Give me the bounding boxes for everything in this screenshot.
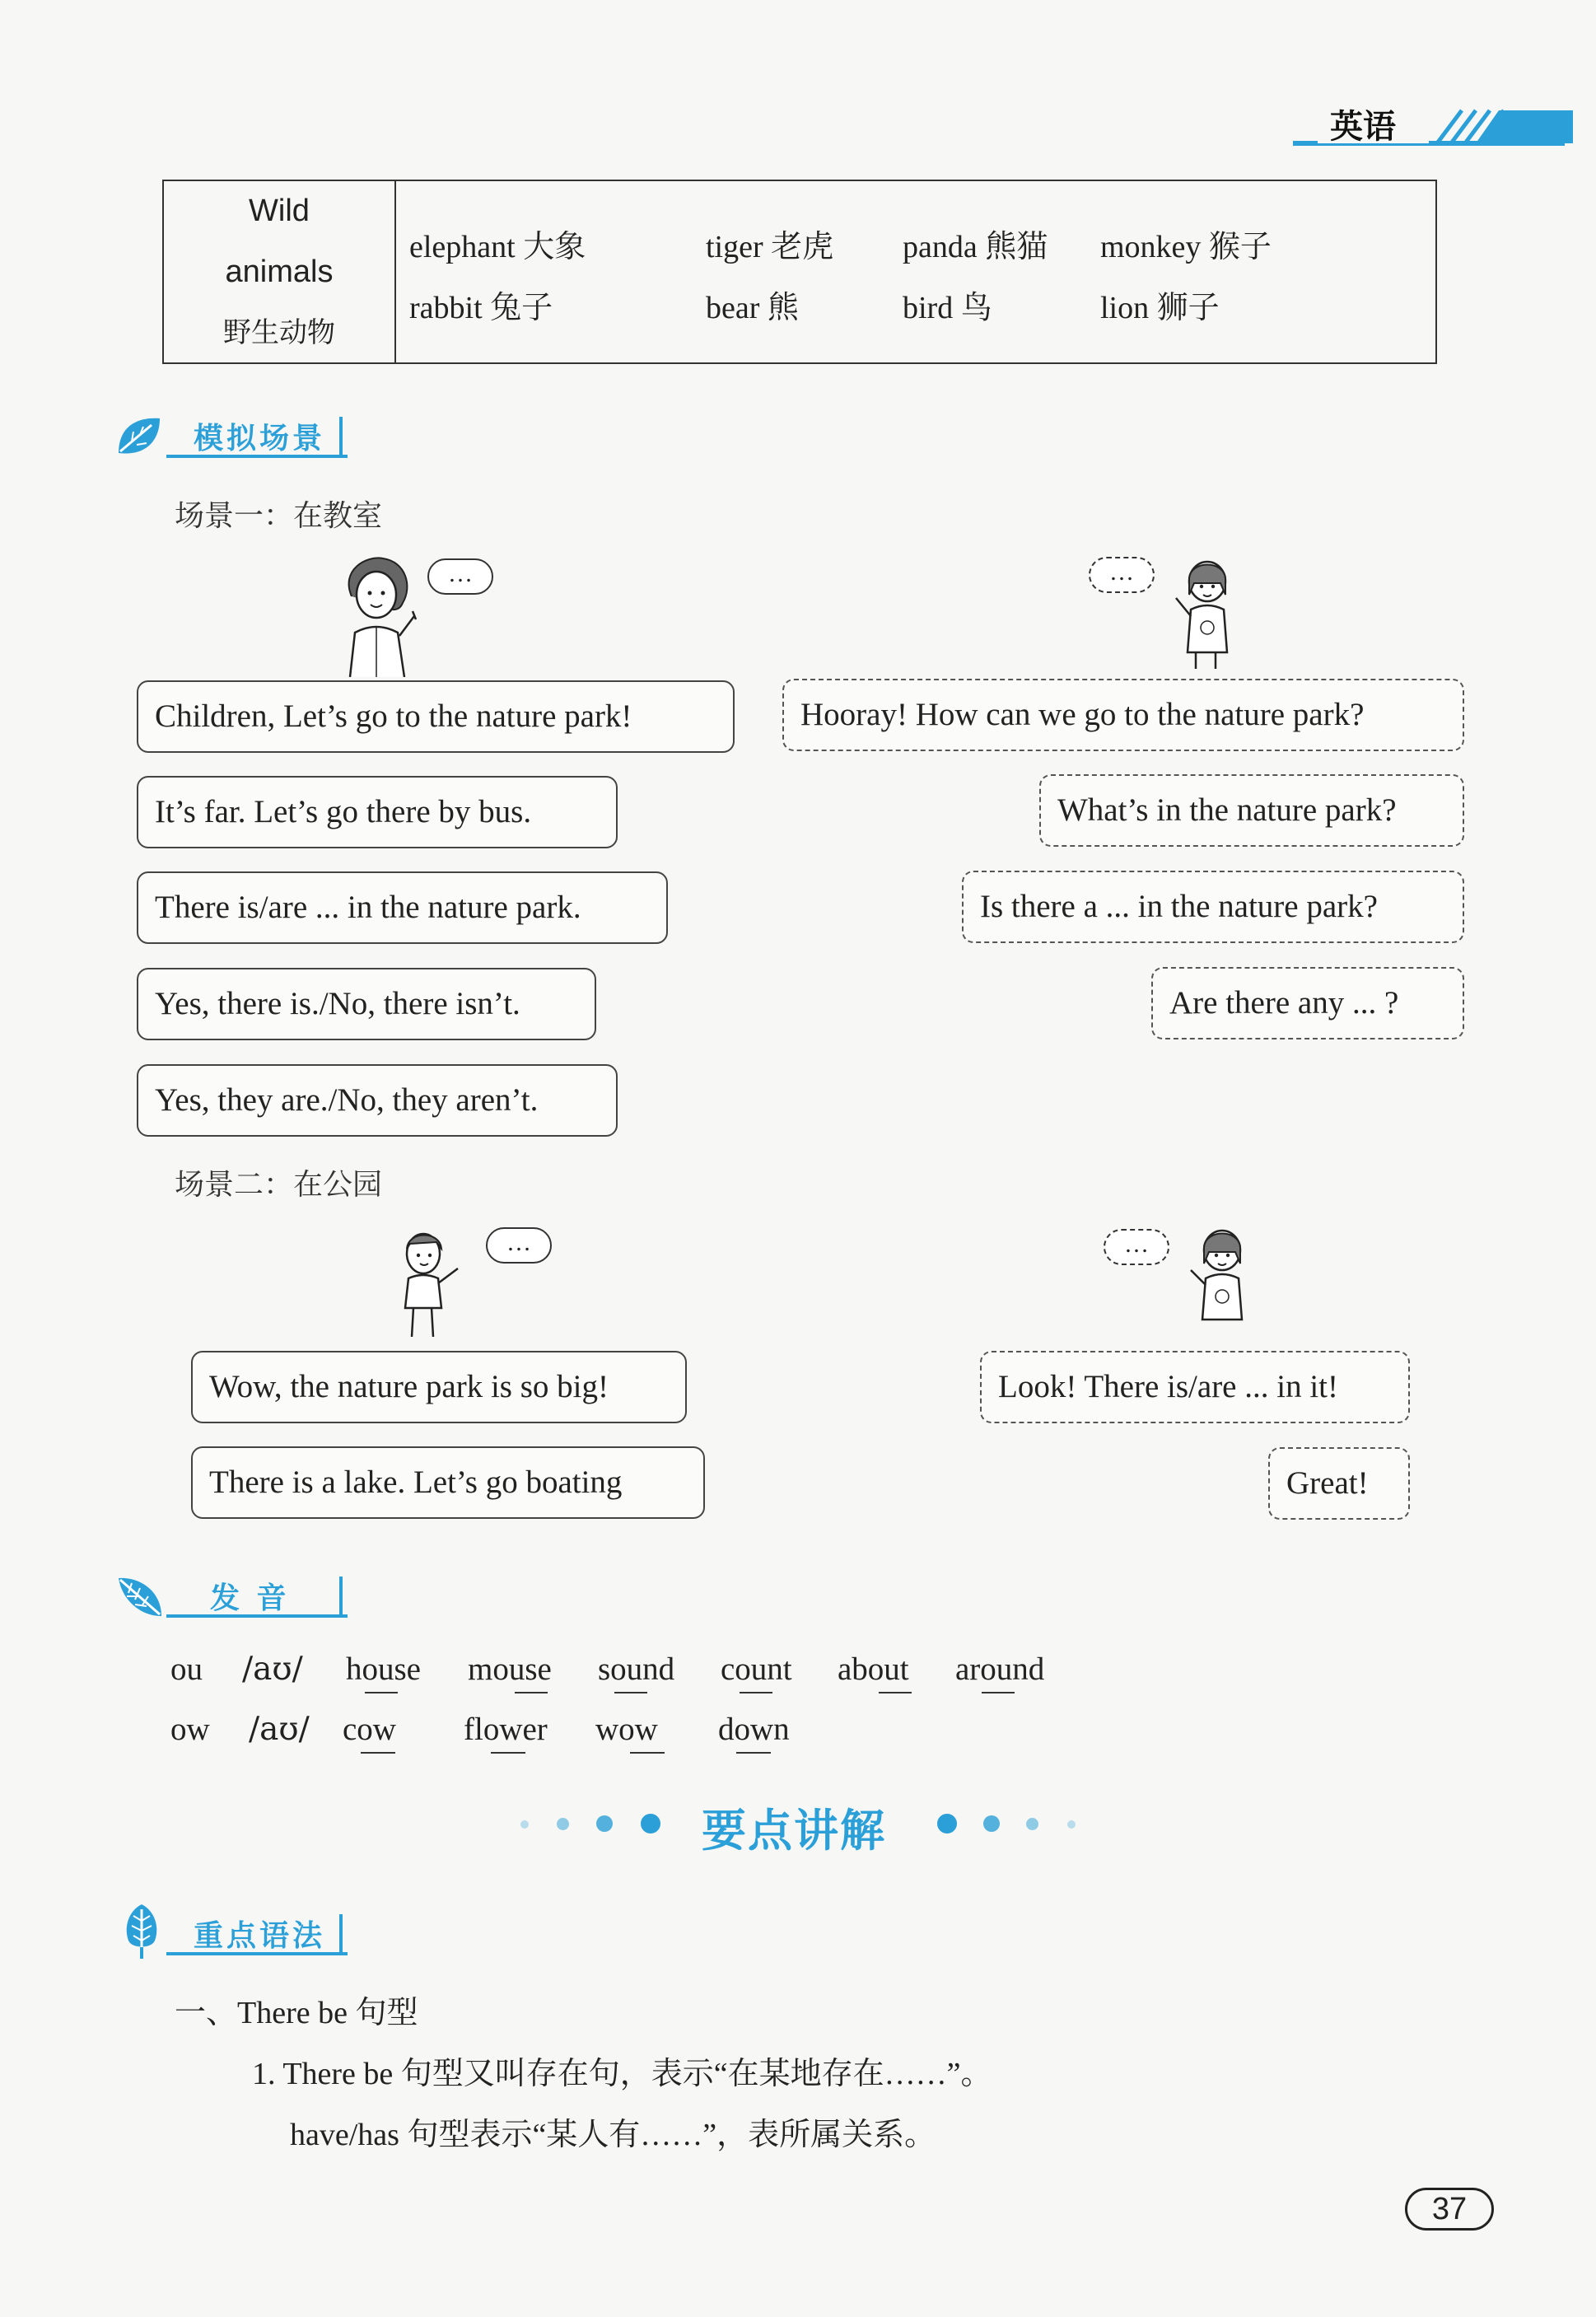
category-en-2: animals xyxy=(225,255,334,289)
page-number: 37 xyxy=(1405,2188,1494,2231)
section-title: 模拟场景 xyxy=(194,422,326,455)
dialog-teacher-box: It’s far. Let’s go there by bus. xyxy=(137,776,618,848)
phonics-underline xyxy=(361,1752,395,1754)
grammar-line-2: have/has 句型表示“某人有……”，表所属关系。 xyxy=(290,2118,936,2152)
phonics-word: flower xyxy=(464,1712,548,1747)
section-heading-grammar xyxy=(115,1909,362,1962)
scene1-title: 场景一：在教室 xyxy=(175,499,383,533)
phonics-word: count xyxy=(721,1651,792,1687)
dialog-teacher-box: Yes, they are./No, they aren’t. xyxy=(137,1064,618,1137)
phonics-word: sound xyxy=(598,1651,675,1687)
vocab-item: lion 狮子 xyxy=(1100,291,1220,325)
decor-dot xyxy=(596,1815,613,1832)
phonics-letters: ou xyxy=(170,1651,203,1687)
dialog-student-box: Are there any ... ? xyxy=(1151,967,1464,1039)
section-title: 发 音 xyxy=(210,1581,290,1615)
phonics-underline xyxy=(740,1692,772,1693)
vocab-category xyxy=(164,181,396,362)
dialog-boy-box: Wow, the nature park is so big! xyxy=(191,1351,687,1423)
girl-figure-icon xyxy=(1168,554,1242,669)
phonics-ipa: /aʊ/ xyxy=(242,1651,303,1688)
teacher-figure-icon xyxy=(334,554,424,677)
dialog-girl-box: Great! xyxy=(1268,1447,1410,1520)
phonics-word: down xyxy=(718,1712,790,1747)
phonics-underline xyxy=(515,1692,548,1693)
subject-label: 英语 xyxy=(1330,108,1396,146)
dialog-girl-box: Look! There is/are ... in it! xyxy=(980,1351,1410,1423)
boy-speech-bubble: … xyxy=(486,1227,552,1264)
section-heading-scene xyxy=(115,412,362,465)
phonics-underline xyxy=(736,1752,771,1754)
feather-icon xyxy=(115,1572,165,1621)
teacher-speech-bubble: … xyxy=(427,558,493,595)
dialog-student-box: What’s in the nature park? xyxy=(1039,774,1464,847)
dialog-teacher-box: There is/are ... in the nature park. xyxy=(137,871,668,944)
decor-dot xyxy=(557,1818,569,1830)
leaf-icon xyxy=(115,415,163,458)
category-en-1: Wild xyxy=(249,194,310,228)
phonics-word: house xyxy=(346,1651,421,1687)
section-title: 重点语法 xyxy=(194,1919,326,1953)
phonics-word: cow xyxy=(343,1712,396,1747)
phonics-word: around xyxy=(955,1651,1045,1687)
scene2-title: 场景二：在公园 xyxy=(175,1168,383,1202)
phonics-word: about xyxy=(838,1651,909,1687)
girl-speech-bubble: … xyxy=(1104,1229,1169,1265)
decor-dot xyxy=(983,1815,1000,1832)
vocab-item: tiger 老虎 xyxy=(706,230,834,264)
section-heading-pronunciation xyxy=(115,1572,362,1624)
decor-dot xyxy=(1067,1820,1076,1829)
grammar-section-1: 一、There be 句型 xyxy=(175,1996,418,2030)
phonics-underline xyxy=(879,1692,912,1693)
phonics-underline xyxy=(491,1752,525,1754)
vocab-item: panda 熊猫 xyxy=(903,230,1048,264)
vocab-item: bird 鸟 xyxy=(903,291,992,325)
vocab-item: bear 熊 xyxy=(706,291,799,325)
phonics-ipa: /aʊ/ xyxy=(249,1711,310,1748)
vocab-table xyxy=(162,180,1437,364)
dialog-student-box: Is there a ... in the nature park? xyxy=(962,871,1464,943)
decor-dot xyxy=(520,1820,529,1829)
phonics-underline xyxy=(614,1692,647,1693)
grammar-line-1: 1. There be 句型又叫存在句，表示“在某地存在……”。 xyxy=(252,2057,992,2091)
dialog-teacher-box: Yes, there is./No, there isn’t. xyxy=(137,968,596,1040)
girl-figure-icon xyxy=(1183,1222,1257,1334)
key-points-title: 要点讲解 xyxy=(702,1805,886,1857)
vocab-item: elephant 大象 xyxy=(409,230,586,264)
boy-figure-icon xyxy=(394,1226,468,1337)
phonics-word: mouse xyxy=(468,1651,552,1687)
dialog-teacher-box: Children, Let’s go to the nature park! xyxy=(137,680,735,753)
phonics-word: wow xyxy=(595,1712,658,1747)
category-zh: 野生动物 xyxy=(223,316,335,349)
phonics-letters: ow xyxy=(170,1712,210,1747)
vocab-item: monkey 猴子 xyxy=(1100,230,1272,264)
decor-dot xyxy=(937,1814,957,1834)
dialog-boy-box: There is a lake. Let’s go boating xyxy=(191,1446,705,1519)
phonics-underline xyxy=(630,1752,665,1754)
decor-dot xyxy=(641,1814,660,1834)
phonics-underline xyxy=(365,1692,398,1693)
dialog-student-box: Hooray! How can we go to the nature park? xyxy=(782,679,1464,751)
phonics-underline xyxy=(982,1692,1015,1693)
decor-dot xyxy=(1026,1818,1038,1830)
vocab-item: rabbit 兔子 xyxy=(409,291,553,325)
girl-speech-bubble: … xyxy=(1089,557,1155,593)
tree-leaf-icon xyxy=(122,1903,161,1959)
